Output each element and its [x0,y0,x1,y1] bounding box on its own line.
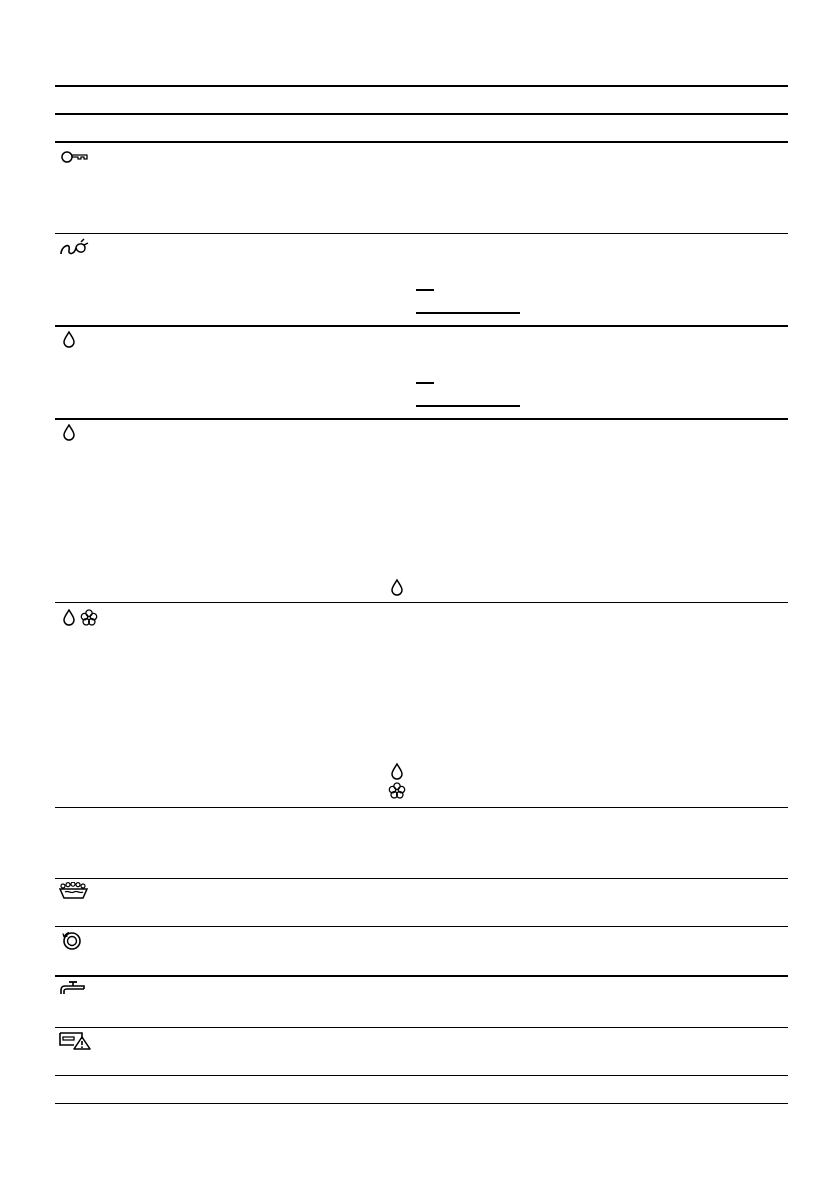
water-drop-icon [390,579,404,596]
table-top-rule [55,85,788,87]
table-bottom-rule [55,1103,788,1104]
row-rule [55,926,788,927]
display-warning-icon [58,1031,92,1051]
row-rule [55,1027,788,1028]
row-rule [55,325,788,327]
water-drop-icon [390,763,404,780]
drum-clean-icon [61,931,83,951]
plug-icon [59,238,91,258]
row-rule [55,418,788,420]
water-drop-icon [62,609,76,626]
long-dash-mark [416,312,520,314]
row-rule [55,975,788,977]
key-icon [60,150,90,164]
row-rule [55,141,788,143]
water-drop-icon [62,331,76,348]
row-rule [55,1075,788,1076]
water-drop-icon [62,424,76,441]
row-rule [55,602,788,603]
water-tap-icon [59,980,87,1000]
row-rule [55,878,788,879]
flower-icon [80,609,98,626]
short-dash-mark [416,382,434,384]
detergent-basin-icon [58,882,90,900]
short-dash-mark [416,289,434,291]
long-dash-mark [416,405,520,407]
row-rule [55,233,788,234]
header-rule [55,113,788,115]
row-rule [55,807,788,808]
flower-icon [388,782,406,799]
